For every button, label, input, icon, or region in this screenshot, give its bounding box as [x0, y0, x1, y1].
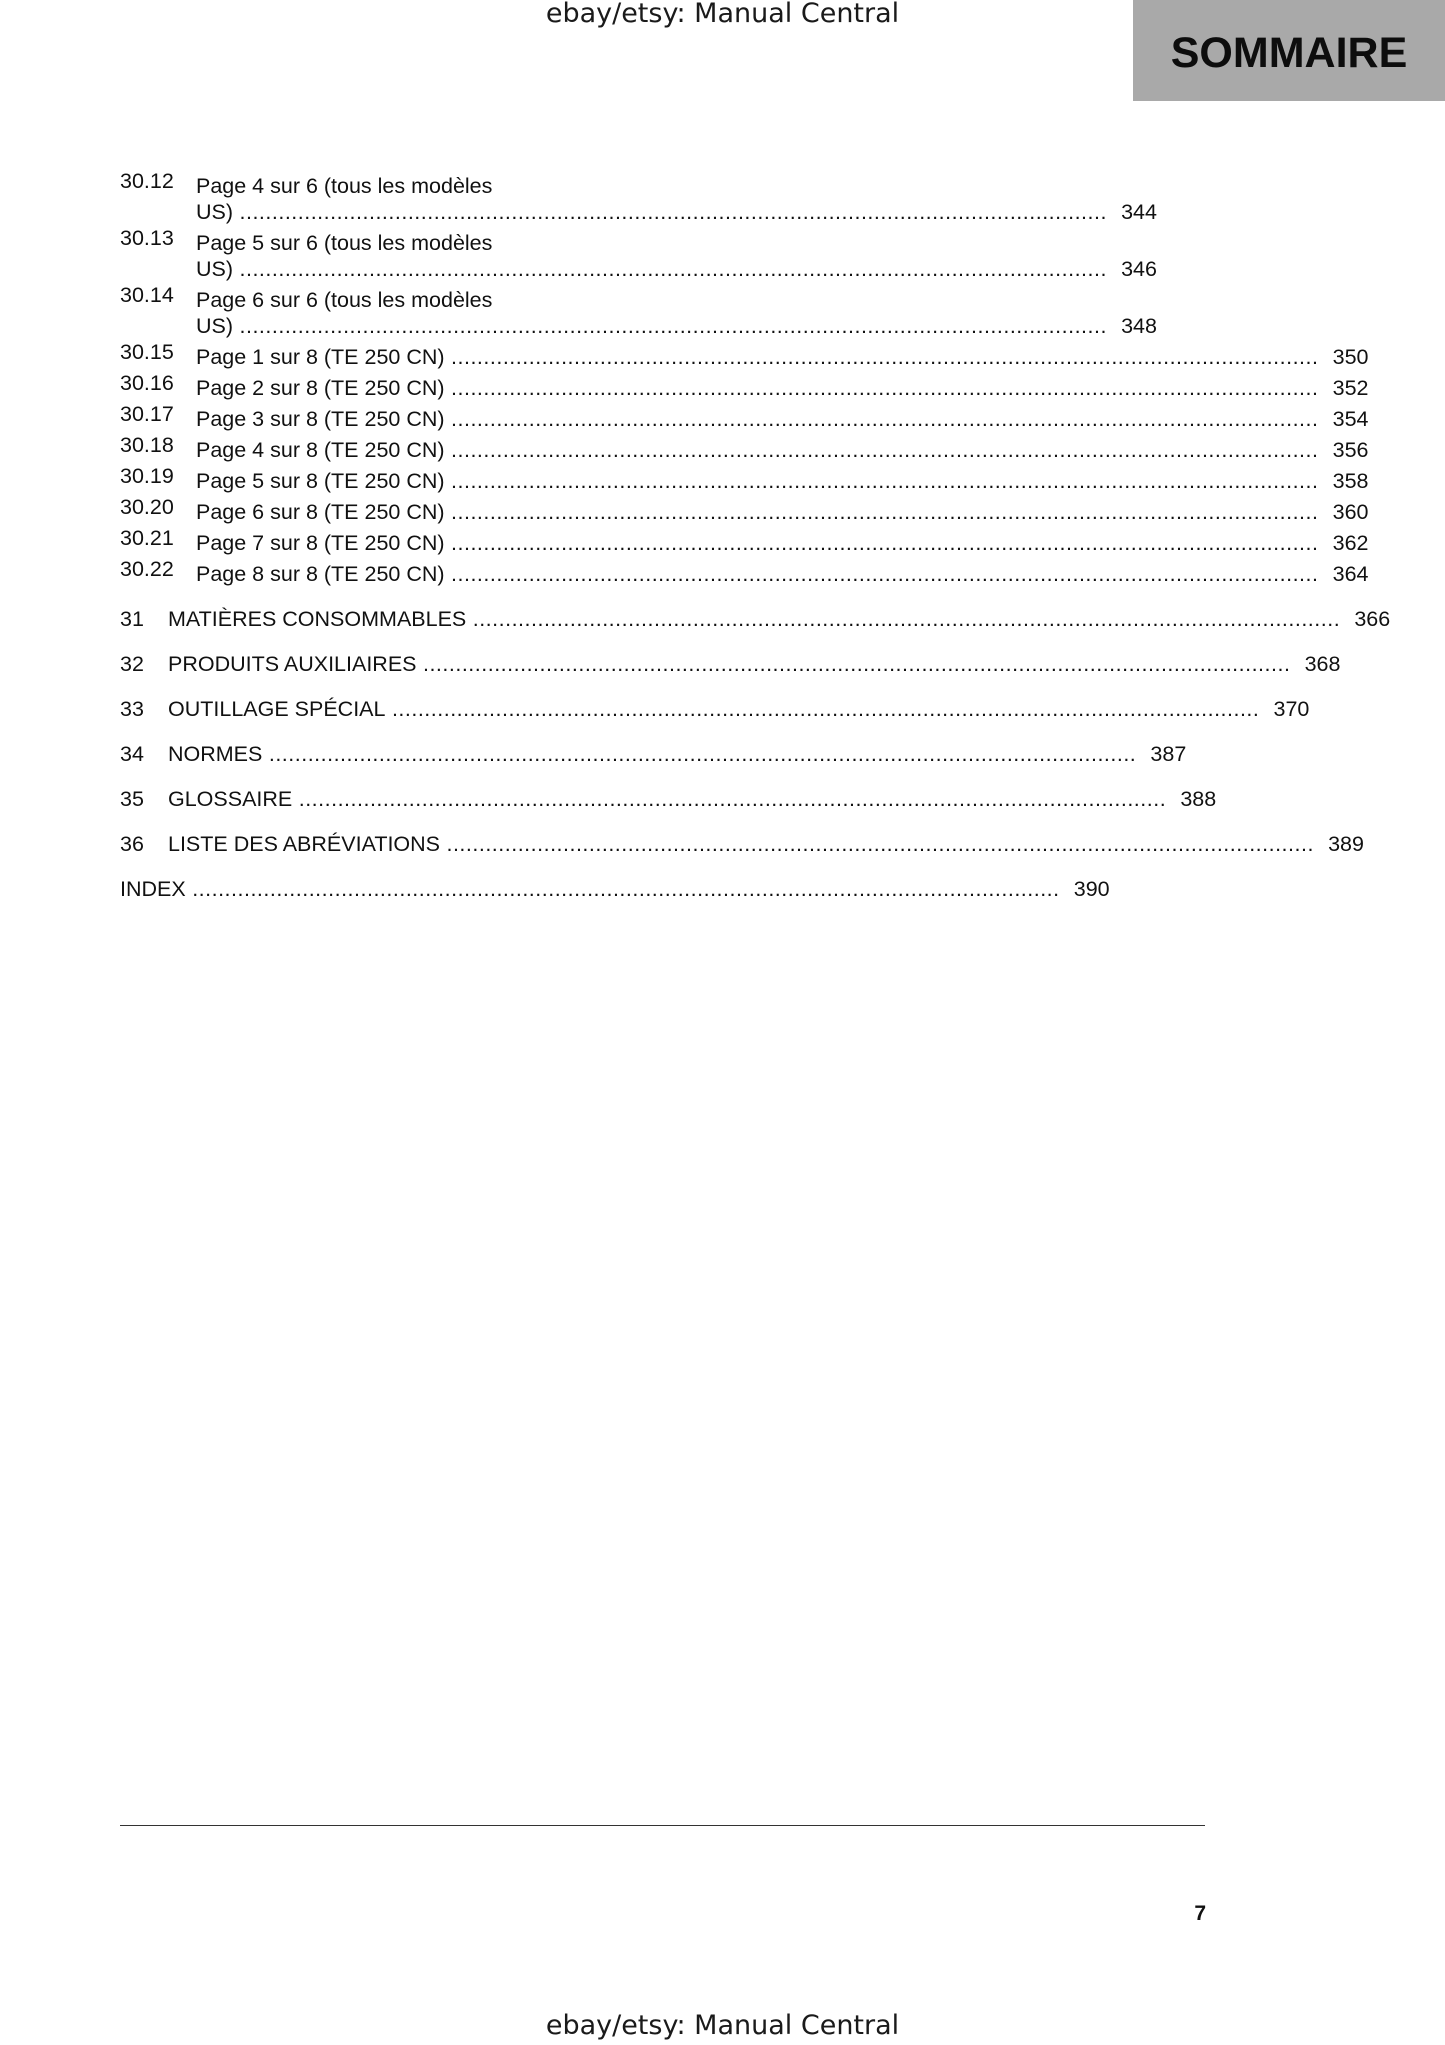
- toc-entry-number: 30.19: [120, 464, 174, 488]
- toc-chapter-number: 36: [120, 832, 144, 856]
- toc-entry-number: 30.15: [120, 340, 174, 364]
- toc-entry-number: 30.14: [120, 283, 174, 307]
- toc-entry-30-18[interactable]: [120, 432, 1369, 463]
- toc-chapter-title: OUTILLAGE SPÉCIAL .....: [168, 696, 1259, 722]
- toc-chapter-page: 387: [1136, 741, 1186, 767]
- toc-entry-title-line2: US) .....: [196, 256, 1107, 282]
- page-number: 7: [1194, 1902, 1206, 1925]
- toc-entry-title: Page 2 sur 8 (TE 250 CN) .....: [196, 375, 1318, 401]
- toc-entry-30-20[interactable]: [120, 494, 1369, 525]
- toc-index-page: 390: [1060, 876, 1110, 902]
- toc-entry-page: 348: [1107, 313, 1157, 339]
- toc-entry-number: 30.22: [120, 557, 174, 581]
- toc-entry-page: 360: [1318, 499, 1368, 525]
- toc-entry-number: 30.20: [120, 495, 174, 519]
- toc-entry-title-line1: Page 6 sur 6 (tous les modèles: [196, 288, 493, 312]
- toc-entry-30-17[interactable]: [120, 401, 1369, 432]
- toc-entry-page: 352: [1318, 375, 1368, 401]
- toc-chapter-36[interactable]: [120, 826, 1364, 857]
- toc-chapter-35[interactable]: [120, 781, 1217, 812]
- toc-chapter-number: 31: [120, 607, 144, 631]
- footer-divider: [120, 1825, 1205, 1826]
- section-header-title: SOMMAIRE: [1170, 29, 1408, 77]
- toc-entry-30-15[interactable]: [120, 339, 1369, 370]
- toc-entry-title-line1: Page 4 sur 6 (tous les modèles: [196, 174, 493, 198]
- toc-index-entry[interactable]: [120, 871, 1110, 902]
- toc-entry-number: 30.18: [120, 433, 174, 457]
- toc-chapter-title: GLOSSAIRE .....: [168, 786, 1166, 812]
- toc-chapter-33[interactable]: [120, 691, 1310, 722]
- toc-chapter-page: 366: [1340, 606, 1390, 632]
- toc-entry-title: Page 4 sur 8 (TE 250 CN) .....: [196, 437, 1318, 463]
- toc-entry-title-line2: US) .....: [196, 199, 1107, 225]
- watermark-bottom: ebay/etsy: Manual Central: [545, 2010, 900, 2041]
- toc-entry-number: 30.17: [120, 402, 174, 426]
- toc-entry-30-12[interactable]: [120, 168, 1157, 225]
- toc-entry-30-22[interactable]: [120, 556, 1369, 587]
- toc-entry-title: Page 5 sur 8 (TE 250 CN) .....: [196, 468, 1318, 494]
- toc-entry-30-19[interactable]: [120, 463, 1369, 494]
- toc-entry-page: 358: [1318, 468, 1368, 494]
- toc-entry-page: 346: [1107, 256, 1157, 282]
- toc-entry-page: 356: [1318, 437, 1368, 463]
- table-of-contents: [120, 168, 1391, 902]
- toc-chapter-31[interactable]: [120, 601, 1391, 632]
- toc-entry-title: Page 8 sur 8 (TE 250 CN) .....: [196, 561, 1318, 587]
- toc-chapter-title: PRODUITS AUXILIAIRES .....: [168, 651, 1290, 677]
- watermark-top: ebay/etsy: Manual Central: [545, 0, 900, 29]
- toc-entry-title-line2: US) .....: [196, 313, 1107, 339]
- toc-entry-page: 362: [1318, 530, 1368, 556]
- toc-entry-title: Page 7 sur 8 (TE 250 CN) .....: [196, 530, 1318, 556]
- toc-index-title: INDEX .....: [120, 876, 1060, 902]
- toc-chapter-number: 32: [120, 652, 144, 676]
- toc-chapter-page: 388: [1166, 786, 1216, 812]
- toc-entry-title: Page 1 sur 8 (TE 250 CN) .....: [196, 344, 1318, 370]
- toc-chapter-title: NORMES .....: [168, 741, 1136, 767]
- toc-entry-page: 354: [1318, 406, 1368, 432]
- toc-entry-30-13[interactable]: [120, 225, 1157, 282]
- toc-entry-title: Page 3 sur 8 (TE 250 CN) .....: [196, 406, 1318, 432]
- toc-entry-page: 350: [1318, 344, 1368, 370]
- toc-entry-number: 30.13: [120, 226, 174, 250]
- toc-entry-30-21[interactable]: [120, 525, 1369, 556]
- toc-chapter-number: 34: [120, 742, 144, 766]
- toc-chapter-page: 370: [1259, 696, 1309, 722]
- toc-chapter-32[interactable]: [120, 646, 1341, 677]
- toc-entry-30-14[interactable]: [120, 282, 1157, 339]
- toc-entry-number: 30.21: [120, 526, 174, 550]
- section-header-box: [1133, 0, 1445, 101]
- toc-chapter-number: 33: [120, 697, 144, 721]
- toc-entry-page: 364: [1318, 561, 1368, 587]
- toc-chapter-page: 368: [1290, 651, 1340, 677]
- toc-chapter-page: 389: [1314, 831, 1364, 857]
- toc-chapter-title: LISTE DES ABRÉVIATIONS .....: [168, 831, 1314, 857]
- toc-chapter-34[interactable]: [120, 736, 1187, 767]
- toc-entry-title: Page 6 sur 8 (TE 250 CN) .....: [196, 499, 1318, 525]
- toc-chapter-number: 35: [120, 787, 144, 811]
- toc-entry-30-16[interactable]: [120, 370, 1369, 401]
- toc-entry-number: 30.16: [120, 371, 174, 395]
- toc-entry-number: 30.12: [120, 169, 174, 193]
- toc-entry-page: 344: [1107, 199, 1157, 225]
- toc-entry-title-line1: Page 5 sur 6 (tous les modèles: [196, 231, 493, 255]
- toc-chapter-title: MATIÈRES CONSOMMABLES .....: [168, 606, 1340, 632]
